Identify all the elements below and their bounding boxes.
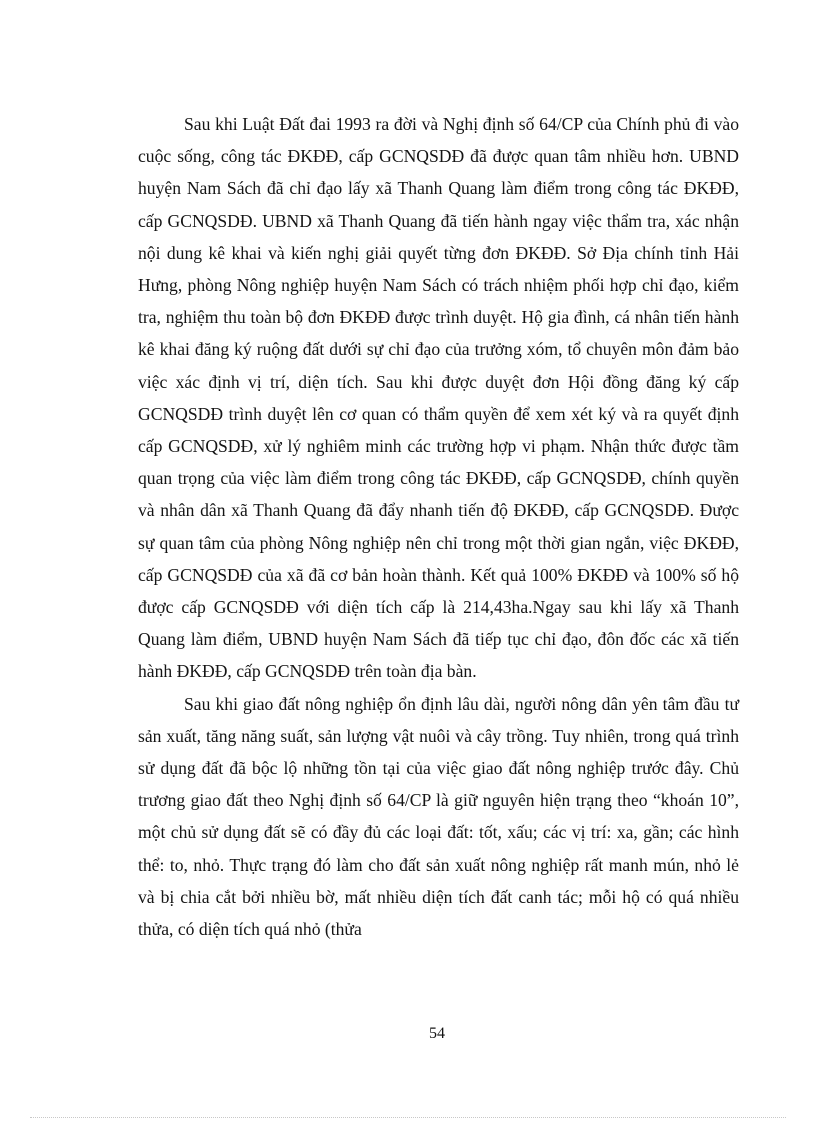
page-bottom-divider <box>30 1117 786 1118</box>
page-number: 54 <box>429 1025 445 1042</box>
body-text <box>138 108 739 945</box>
paragraph-1: Sau khi Luật Đất đai 1993 ra đời và Nghị định số 64/CP của Chính phủ đi vào cuộc sống, công tác ĐKĐĐ, cấp GCNQSDĐ đã được quan tâm nhiều hơn. UBND huyện Nam Sách đã chỉ đạo lấy xã Thanh Quang làm điểm trong công tác ĐKĐĐ, cấp GCNQSDĐ. UBND xã Thanh Quang đã tiến hành ngay việc thẩm tra, xác nhận nội dung kê khai và kiến nghị giải quyết từng đơn ĐKĐĐ. Sở Địa chính tỉnh Hải Hưng, phòng Nông nghiệp huyện Nam Sách có trách nhiệm phối hợp chỉ đạo, kiểm tra, nghiệm thu toàn bộ đơn ĐKĐĐ được trình duyệt. Hộ gia đình, cá nhân tiến hành kê khai đăng ký ruộng đất dưới sự chỉ đạo của trưởng xóm, tổ chuyên môn đảm bảo việc xác định vị trí, diện tích. Sau khi được duyệt đơn Hội đồng đăng ký cấp GCNQSDĐ trình duyệt lên cơ quan có thẩm quyền để xem xét ký và ra quyết định cấp GCNQSDĐ, xử lý nghiêm minh các trường hợp vi phạm. Nhận thức được tầm quan trọng của việc làm điểm trong công tác ĐKĐĐ, cấp GCNQSDĐ, chính quyền và nhân dân xã Thanh Quang đã đẩy nhanh tiến độ ĐKĐĐ, cấp GCNQSDĐ. Được sự quan tâm của phòng Nông nghiệp nên chỉ trong một thời gian ngắn, việc ĐKĐĐ, cấp GCNQSDĐ của xã đã cơ bản hoàn thành. Kết quả 100% ĐKĐĐ và 100% số hộ được cấp GCNQSDĐ với diện tích cấp là 214,43ha.Ngay sau khi lấy xã Thanh Quang làm điểm, UBND huyện Nam Sách đã tiếp tục chỉ đạo, đôn đốc các xã tiến hành ĐKĐĐ, cấp GCNQSDĐ trên toàn địa bàn. <box>138 114 739 682</box>
paragraph-2: Sau khi giao đất nông nghiệp ổn định lâu dài, người nông dân yên tâm đầu tư sản xuất, tăng năng suất, sản lượng vật nuôi và cây trồng. Tuy nhiên, trong quá trình sử dụng đất đã bộc lộ những tồn tại của việc giao đất nông nghiệp trước đây. Chủ trương giao đất theo Nghị định số 64/CP là giữ nguyên hiện trạng theo “khoán 10”, một chủ sử dụng đất sẽ có đầy đủ các loại đất: tốt, xấu; các vị trí: xa, gần; các hình thể: to, nhỏ. Thực trạng đó làm cho đất sản xuất nông nghiệp rất manh mún, nhỏ lẻ và bị chia cắt bởi nhiều bờ, mất nhiều diện tích đất canh tác; mỗi hộ có quá nhiều thửa, có diện tích quá nhỏ (thửa <box>138 693 739 940</box>
